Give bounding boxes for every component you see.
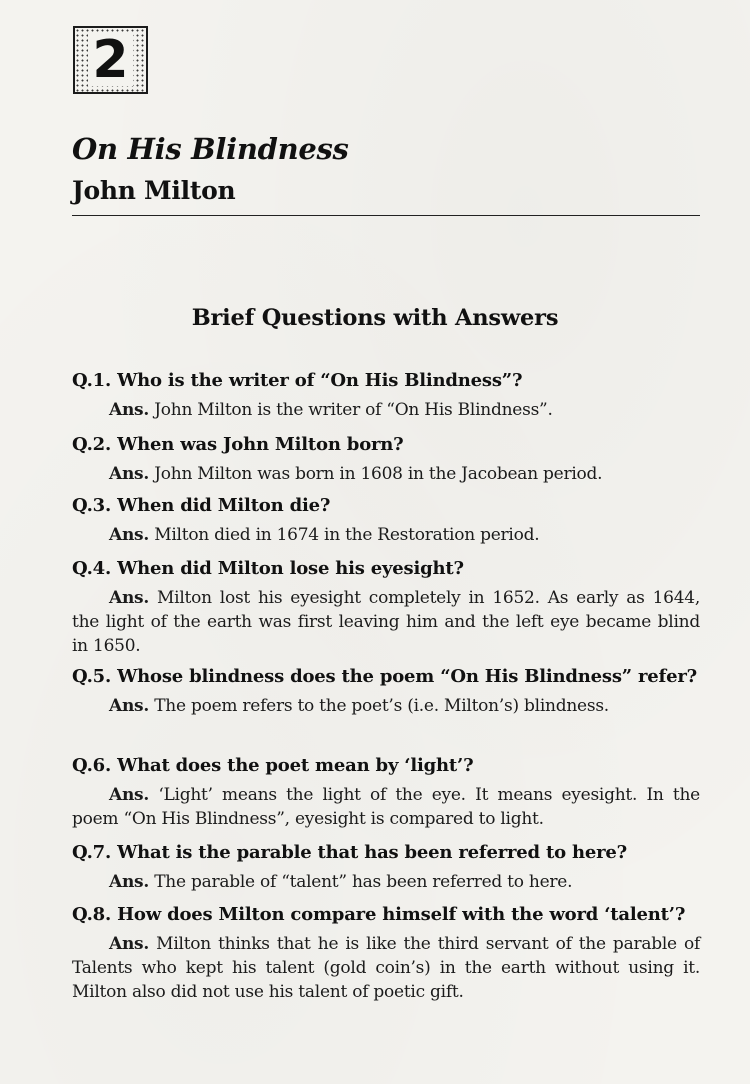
question-text: Q.8. How does Milton compare himself with the word ‘talent’? xyxy=(72,904,686,925)
answer-text: Milton lost his eyesight completely in 1652. As early as 1644, the light of the earth was first leaving him and the left eye became blind in 1650. xyxy=(72,588,700,656)
question-text: Q.3. When did Milton die? xyxy=(72,495,331,516)
answer-paragraph xyxy=(72,398,700,422)
qa-item-3 xyxy=(72,494,700,547)
chapter-number-box xyxy=(73,26,148,94)
answer-paragraph xyxy=(72,586,700,658)
answer-text: The poem refers to the poet’s (i.e. Milton’s) blindness. xyxy=(149,696,609,716)
answer-paragraph xyxy=(72,932,700,1004)
answer-text: Milton died in 1674 in the Restoration period. xyxy=(149,525,540,545)
chapter-number: 2 xyxy=(88,34,132,86)
qa-item-4 xyxy=(72,557,700,658)
question-text: Q.6. What does the poet mean by ‘light’? xyxy=(72,755,474,776)
answer-paragraph xyxy=(72,783,700,831)
answer-label: Ans. xyxy=(109,934,150,954)
answer-label: Ans. xyxy=(109,785,150,805)
question-text: Q.7. What is the parable that has been referred to here? xyxy=(72,842,628,863)
section-heading: Brief Questions with Answers xyxy=(191,305,559,331)
answer-text: Milton thinks that he is like the third servant of the parable of Talents who kept his talent (gold coin’s) in the earth without using it. Milton also did not use his talent of poetic gift. xyxy=(72,934,700,1002)
answer-label: Ans. xyxy=(109,464,150,484)
answer-text: The parable of “talent” has been referred to here. xyxy=(149,872,573,892)
answer-text: John Milton is the writer of “On His Blindness”. xyxy=(149,400,553,420)
qa-item-6 xyxy=(72,754,700,831)
qa-item-7 xyxy=(72,841,700,894)
qa-item-2 xyxy=(72,433,700,486)
answer-label: Ans. xyxy=(109,872,150,892)
question-text: Q.1. Who is the writer of “On His Blindness”? xyxy=(72,370,523,391)
answer-text: ‘Light’ means the light of the eye. It means eyesight. In the poem “On His Blindness”, eyesight is compared to light. xyxy=(72,785,700,829)
question-text: Q.4. When did Milton lose his eyesight? xyxy=(72,558,464,579)
answer-text: John Milton was born in 1608 in the Jacobean period. xyxy=(149,464,603,484)
answer-paragraph xyxy=(72,523,700,547)
poem-title: On His Blindness xyxy=(72,132,349,166)
qa-item-8 xyxy=(72,903,700,1004)
poem-author: John Milton xyxy=(72,176,236,205)
question-text: Q.2. When was John Milton born? xyxy=(72,434,404,455)
qa-item-1 xyxy=(72,369,700,422)
answer-label: Ans. xyxy=(109,525,150,545)
answer-paragraph xyxy=(72,870,700,894)
question-text: Q.5. Whose blindness does the poem “On His Blindness” refer? xyxy=(72,666,697,687)
qa-item-5 xyxy=(72,665,700,718)
answer-paragraph xyxy=(72,694,700,718)
answer-paragraph xyxy=(72,462,700,486)
answer-label: Ans. xyxy=(109,588,150,608)
title-divider xyxy=(72,215,700,216)
answer-label: Ans. xyxy=(109,696,150,716)
answer-label: Ans. xyxy=(109,400,150,420)
